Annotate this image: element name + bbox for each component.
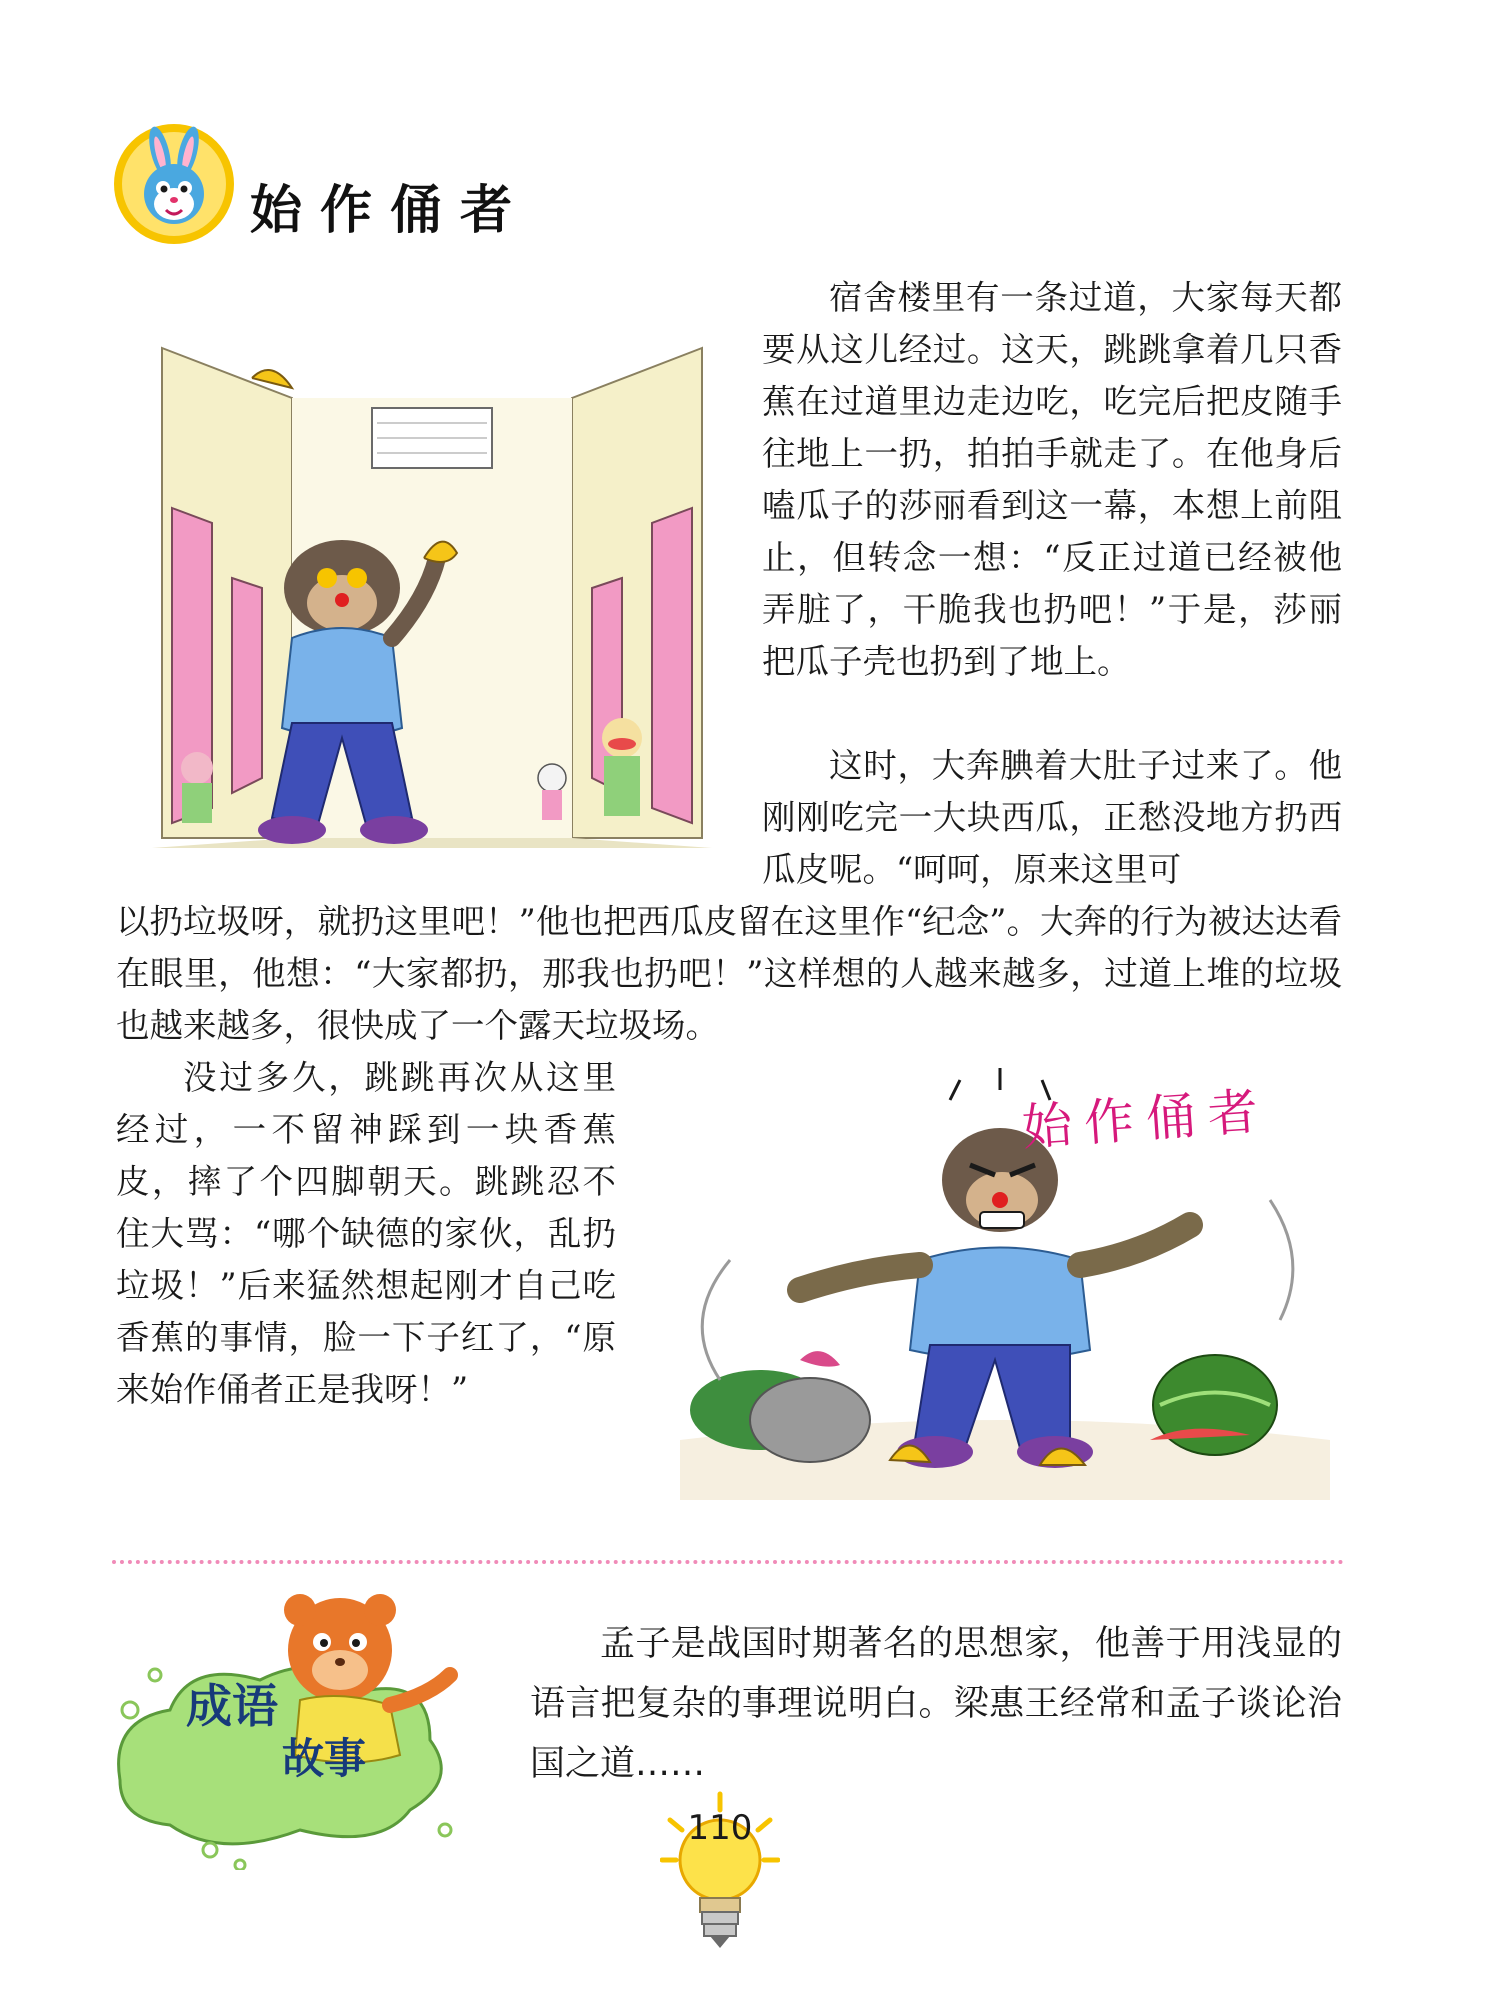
- paragraph-1: 宿舍楼里有一条过道，大家每天都要从这儿经过。这天，跳跳拿着几只香蕉在过道里边走边吃，吃完后把皮随手往地上一扔，拍拍手就走了。在他身后嗑瓜子的莎丽看到这一幕，本想上前阻止，但转念一想：“反正过道已经被他弄脏了，干脆我也扔吧！”于是，莎丽把瓜子壳也扔到了地上。: [762, 278, 1342, 681]
- paragraph-3: 没过多久，跳跳再次从这里经过，一不留神踩到一块香蕉皮，摔了个四脚朝天。跳跳忍不住大骂：“哪个缺德的家伙，乱扔垃圾！”后来猛然想起刚才自己吃香蕉的事情，脸一下子红了，“原来始作俑者正是我呀！”: [116, 1058, 616, 1409]
- idiom-story-bear-icon: [100, 1580, 520, 1870]
- rabbit-badge-icon: [112, 122, 236, 246]
- idiom-story-label: 成语: [186, 1679, 278, 1733]
- illustration-caption: 始作俑者: [1020, 1081, 1272, 1157]
- paragraph-2: 这时，大奔腆着大肚子过来了。他刚刚吃完一大块西瓜，正愁没地方扔西瓜皮呢。“呵呵，原来这里可: [762, 746, 1342, 889]
- page-number: 110: [687, 1808, 753, 1848]
- idiom-story-label-line2: 故事: [282, 1734, 367, 1783]
- page-title: 始作俑者: [250, 181, 531, 241]
- corridor-monkey-illustration: [152, 338, 712, 848]
- dotted-divider: [112, 1560, 1344, 1564]
- idiom-story-text: 孟子是战国时期著名的思想家，他善于用浅显的语言把复杂的事理说明白。梁惠王经常和孟子谈论治国之道……: [530, 1624, 1342, 1784]
- paragraph-2-continued: 以扔垃圾呀，就扔这里吧！”他也把西瓜皮留在这里作“纪念”。大奔的行为被达达看在眼里，他想：“大家都扔，那我也扔吧！”这样想的人越来越多，过道上堆的垃圾也越来越多，很快成了一个露天垃圾场。: [116, 902, 1342, 1045]
